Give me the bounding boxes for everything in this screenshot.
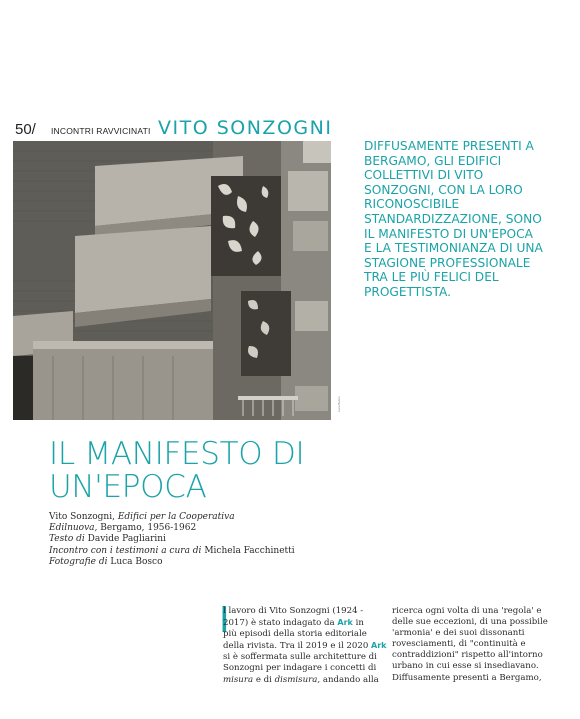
body-line: urbano in cui esse si insediavano.: [392, 661, 539, 672]
magazine-name: Ark: [337, 618, 353, 628]
credit-photo-label: Fotografie di: [49, 556, 108, 567]
body-italic: dismisura,: [274, 674, 321, 685]
body-italic: misura: [223, 674, 254, 685]
body-column-2: [392, 606, 548, 684]
article-title: [49, 438, 369, 504]
body-line: della rivista. Tra il 2019 e il 2020: [223, 641, 369, 652]
credit-author: Vito Sonzogni,: [49, 512, 115, 522]
body-line: Diffusamente presenti a Bergamo,: [392, 672, 542, 683]
credit-place-date: Bergamo, 1956-1962: [100, 523, 197, 534]
body-line: rovesciamenti, di "continuità e: [392, 639, 526, 650]
credit-interview-author: Michela Facchinetti: [204, 545, 295, 556]
body-line: delle sue eccezioni, di una possibile: [392, 617, 548, 628]
body-line: si è soffermata sulle architetture di: [223, 652, 377, 663]
page-number: 50/: [15, 121, 36, 138]
body-line: ricerca ogni volta di una 'regola' e: [392, 606, 542, 616]
body-column-1: [223, 606, 387, 686]
article-title-line2: UN'EPOCA: [49, 469, 207, 505]
credit-interview-label: Incontro con i testimoni a cura di: [49, 545, 202, 556]
building-photo: [13, 141, 331, 420]
magazine-name: Ark: [371, 641, 387, 651]
body-line: e di: [255, 674, 272, 685]
credit-work-title: Edifici per la Cooperativa: [117, 512, 235, 522]
drop-cap: I: [219, 600, 230, 641]
article-credits: [49, 512, 339, 568]
body-line: più episodi della storia editoriale: [223, 629, 367, 640]
body-line: 2017) è stato indagato da: [223, 618, 335, 629]
body-line: l lavoro di Vito Sonzogni (1924 -: [223, 606, 364, 616]
credit-text-author: Davide Pagliarini: [87, 534, 166, 545]
header-title: VITO SONZOGNI: [158, 117, 333, 139]
credit-text-label: Testo di: [49, 534, 85, 545]
section-label: INCONTRI RAVVICINATI: [51, 126, 151, 136]
body-line: Sonzogni per indagare i concetti di: [223, 663, 377, 674]
article-title-line1: IL MANIFESTO DI: [49, 436, 305, 472]
photo-credit: Luca Bosco: [337, 396, 341, 412]
body-line: contraddizioni" rispetto all'intorno: [392, 650, 543, 661]
pull-quote: DIFFUSAMENTE PRESENTI A BERGAMO, GLI EDIFICI COLLETTIVI DI VITO SONZOGNI, CON LA LORO RICONOSCIBILE STANDARDIZZAZIONE, SONO IL MANIFESTO DI UN'EPOCA E LA TESTIMONIANZA DI UNA STAGIONE PROFESSIONALE TRA LE PIÙ FELICI DEL PROGETTISTA.: [364, 139, 543, 299]
body-line: 'armonia' e dei suoi dissonanti: [392, 628, 525, 639]
body-line: andando alla: [322, 674, 379, 685]
credit-work-title-cont: Edilnuova,: [49, 523, 98, 534]
credit-photographer: Luca Bosco: [110, 556, 163, 567]
body-line: in: [355, 618, 364, 629]
